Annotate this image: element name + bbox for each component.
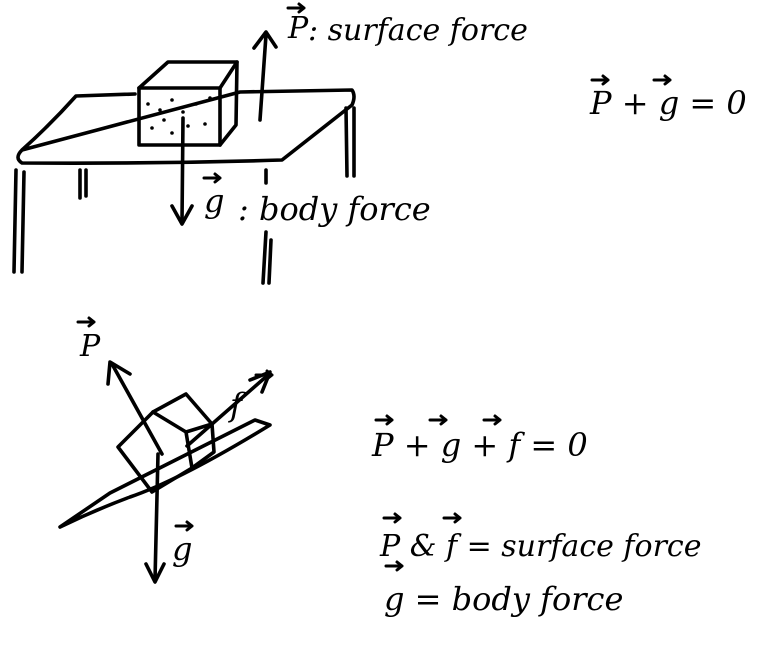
svg-text:P: P xyxy=(288,11,309,46)
svg-text:P: P xyxy=(80,329,101,364)
svg-text:g = body force: g = body force xyxy=(384,580,624,618)
p-label-top xyxy=(287,4,309,46)
block-incline xyxy=(118,394,214,492)
table-leg-back-right xyxy=(346,108,354,176)
block-incline-top xyxy=(153,394,212,432)
svg-text:P + g + f = 0: P + g + f = 0 xyxy=(372,426,588,464)
svg-text:g: g xyxy=(204,182,225,220)
svg-text:g: g xyxy=(172,530,193,568)
incline xyxy=(60,420,270,527)
surface-force-arrow-incline xyxy=(108,362,162,454)
table-leg-back-left xyxy=(80,170,86,198)
equation-incline xyxy=(371,416,588,464)
p-label-incline xyxy=(78,318,101,364)
svg-text:P + g = 0: P + g = 0 xyxy=(590,84,747,122)
incline-plane xyxy=(60,420,270,527)
svg-text:f: f xyxy=(230,386,242,424)
svg-text:P & f = surface force: P & f = surface force xyxy=(380,529,702,564)
surface-force-label-top: : surface force xyxy=(308,13,528,48)
equation-top xyxy=(589,76,747,122)
body-force-arrow-top xyxy=(172,118,192,224)
block-top xyxy=(139,62,237,145)
g-label-incline xyxy=(172,522,192,568)
table-leg-front-left xyxy=(14,170,24,272)
surface-force-arrow-top xyxy=(254,32,276,120)
note-surface-force xyxy=(379,514,701,564)
note-body-force xyxy=(384,562,623,618)
table-top xyxy=(18,90,354,163)
g-label-top xyxy=(204,174,224,220)
block-top-face xyxy=(139,62,237,88)
body-force-label-top: : body force xyxy=(238,190,431,228)
block-incline-front xyxy=(118,412,192,492)
